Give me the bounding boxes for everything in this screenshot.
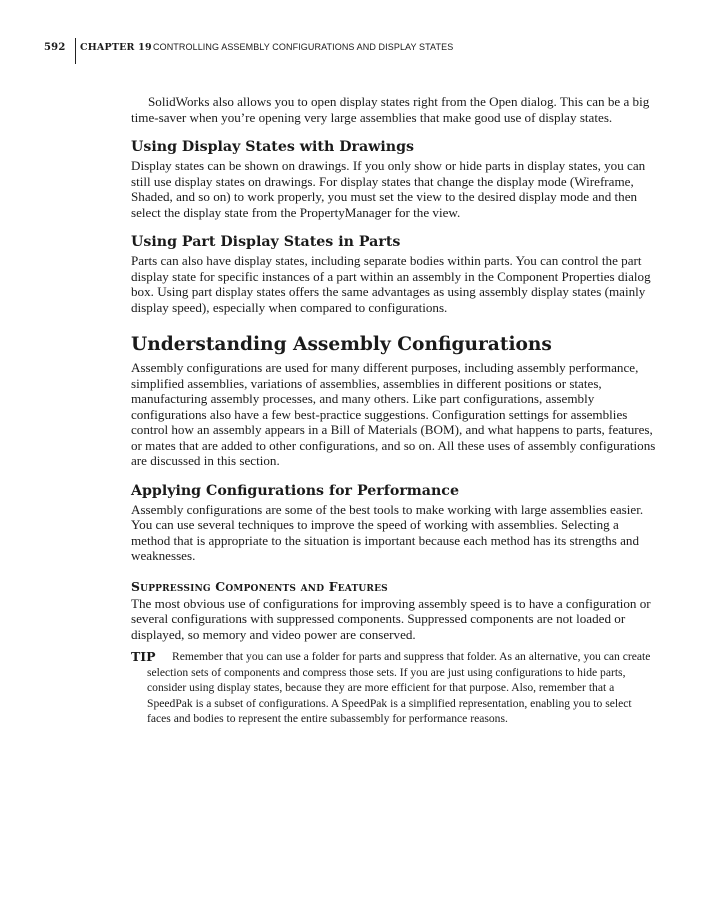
chapter-label: CHAPTER 19 [80,42,152,53]
chapter-title: CONTROLLING ASSEMBLY CONFIGURATIONS AND DISPLAY STATES [153,42,454,52]
header-divider [75,38,76,64]
section-body-drawings: Display states can be shown on drawings. If you only show or hide parts in display states, you can still use display states on drawings. For display states that change the display mode (Wireframe, Shaded, and so on) to work properly, you must set the view to the desired display mode and then select the display state from the PropertyManager for the view. [131,158,646,220]
subsection-body-suppressing: The most obvious use of configurations for improving assembly speed is to have a configuration or several configurations with suppressed components. Suppressed components are not loaded or displayed, so memory and video power are conserved. [131,595,651,642]
subsection-heading-suppressing: Suppressing Components and Features [131,578,388,594]
running-head [44,38,684,64]
page-content [131,94,656,727]
section-body-part-display-states: Parts can also have display states, including separate bodies within parts. You can control the part display state for specific instances of a part within an assembly in the Component Properties dialog box. Using part display states offers the same advantages as using assembly display states (mainly display speed), especially when compared to configurations. [131,253,651,315]
intro-paragraph: SolidWorks also allows you to open display states right from the Open dialog. This can be a big time-saver when you’re opening very large assemblies that make good use of display states. [131,94,650,125]
page-number: 592 [44,42,66,53]
major-body-assembly-configurations: Assembly configurations are used for many different purposes, including assembly performance, simplified assemblies, variations of assemblies, assemblies in different positions or states, manufacturing assembly processes, and many others. Like part configurations, assembly configurations also have a few best-practice suggestions. Configuration settings for assemblies control how an assembly appears in a Bill of Materials (BOM), and what happens to parts, features, or mates that are added to other configurations, and so on. All these uses of assembly configurations are discussed in this section. [131,360,656,468]
tip-text: Remember that you can use a folder for parts and suppress that folder. As an alternative, you can create selection sets of components and compress those sets. If you are just using configurations to hide parts, consider using display states, because they are more efficient for that purpose. Also, remember that a SpeedPak is a subset of configurations. A SpeedPak is a simplified representation, enabling you to select faces and bodies to represent the entire subassembly for performance reasons. [147,650,651,726]
tip-box [131,649,656,727]
tip-label: TIP [131,649,156,664]
section-body-performance: Assembly configurations are some of the best tools to make working with large assemblies easier. You can use several techniques to improve the speed of working with assemblies. Selecting a method that is appropriate to the situation is important because each method has its strengths and weaknesses. [131,501,644,563]
section-heading-part-display-states: Using Part Display States in Parts [131,234,401,250]
major-heading-assembly-configurations: Understanding Assembly Configurations [131,334,552,355]
section-heading-drawings: Using Display States with Drawings [131,139,414,155]
section-heading-performance: Applying Configurations for Performance [131,482,459,499]
